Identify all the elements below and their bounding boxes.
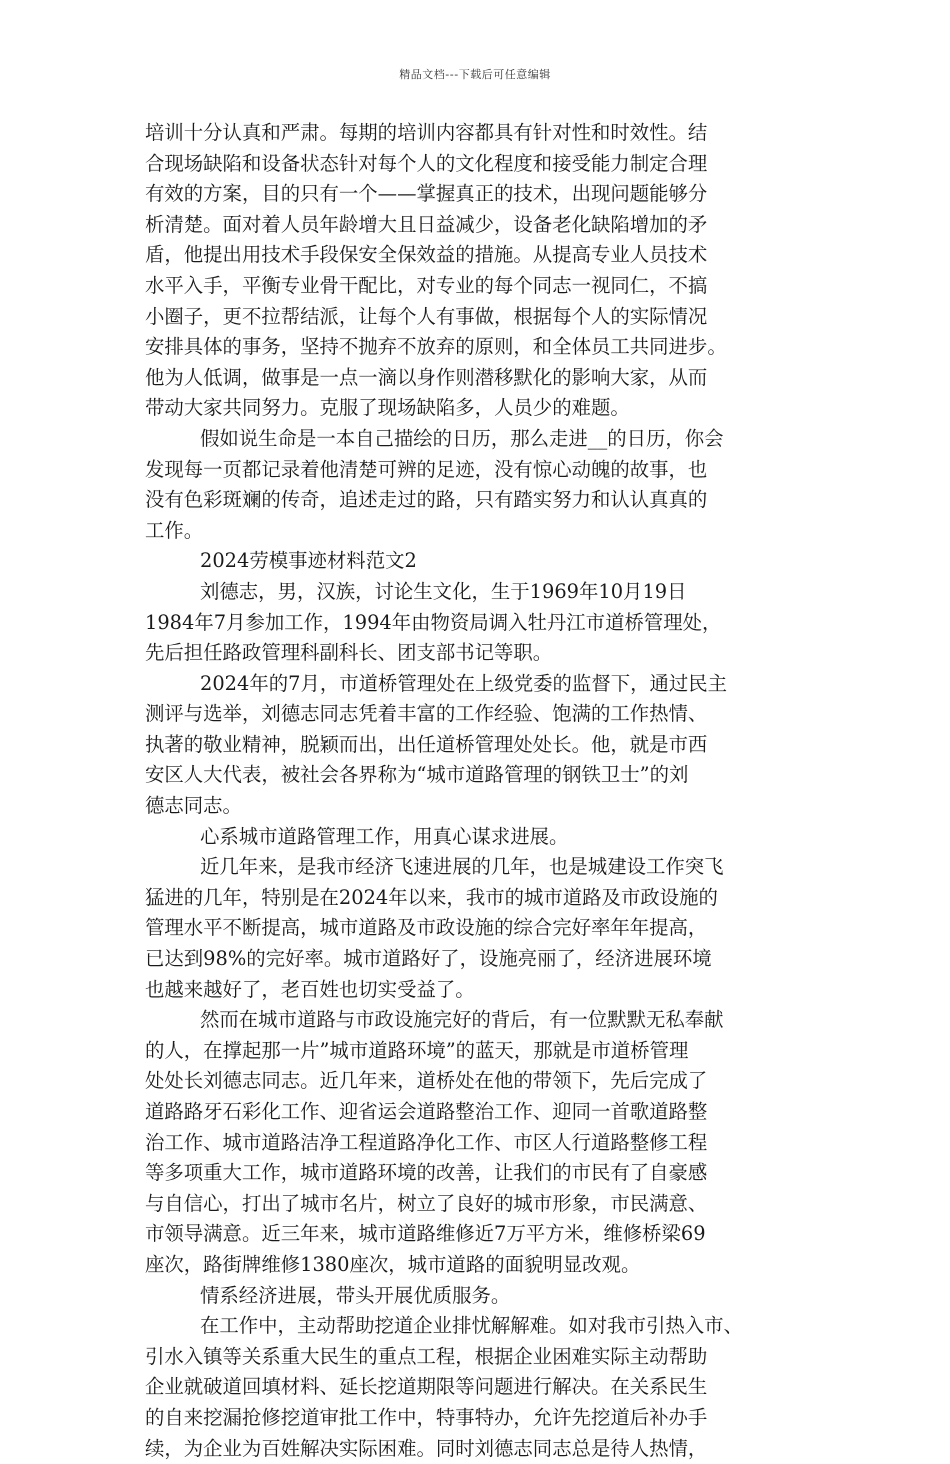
text-line: 2024年的7月，市道桥管理处在上级党委的监督下，通过民主 <box>200 671 728 695</box>
text-line: 水平入手，平衡专业骨干配比，对专业的每个同志一视同仁，不搞 <box>145 273 708 297</box>
page-header: 精品文档---下载后可任意编辑 <box>399 68 551 81</box>
text-line: 治工作、城市道路洁净工程道路净化工作、市区人行道路整修工程 <box>145 1130 708 1154</box>
text-line: 然而在城市道路与市政设施完好的背后，有一位默默无私奉献 <box>200 1008 724 1032</box>
text-line: 培训十分认真和严肃。每期的培训内容都具有针对性和时效性。结 <box>145 121 708 144</box>
text-line: 心系城市道路管理工作，用真心谋求进展。 <box>200 824 569 848</box>
text-line: 析清楚。面对着人员年龄增大且日益减少，设备老化缺陷增加的矛 <box>145 212 708 236</box>
text-line: 盾，他提出用技术手段保安全保效益的措施。从提高专业人员技术 <box>145 243 708 267</box>
text-line: 近几年来，是我市经济飞速进展的几年，也是城建设工作突飞 <box>200 855 724 879</box>
text-line: 安区人大代表，被社会各界称为“城市道路管理的钢铁卫士”的刘 <box>145 763 689 787</box>
text-line: 安排具体的事务，坚持不抛弃不放弃的原则，和全体员工共同进步。 <box>145 335 727 359</box>
text-line: 发现每一页都记录着他清楚可辨的足迹，没有惊心动魄的故事，也 <box>145 457 708 481</box>
text-line: 引水入镇等关系重大民生的重点工程，根据企业困难实际主动帮助 <box>145 1344 708 1368</box>
text-line: 带动大家共同努力。克服了现场缺陷多，人员少的难题。 <box>145 396 630 420</box>
text-line: 处处长刘德志同志。近几年来，道桥处在他的带领下，先后完成了 <box>145 1069 708 1093</box>
text-line: 与自信心，打出了城市名片，树立了良好的城市形象，市民满意、 <box>145 1191 708 1215</box>
text-line: 已达到98%的完好率。城市道路好了，设施亮丽了，经济进展环境 <box>145 947 712 971</box>
text-line: 在工作中，主动帮助挖道企业排忧解解难。如对我市引热入市、 <box>200 1314 743 1338</box>
text-line: 的自来挖漏抢修挖道审批工作中，特事特办，允许先挖道后补办手 <box>145 1405 708 1429</box>
text-line: 刘德志，男，汉族，讨论生文化，生于1969年10月19日 <box>200 579 687 603</box>
text-line: 他为人低调，做事是一点一滴以身作则潜移默化的影响大家，从而 <box>145 365 708 389</box>
text-line: 德志同志。 <box>145 794 242 818</box>
document-body <box>145 118 815 1464</box>
text-line: 小圈子，更不拉帮结派，让每个人有事做，根据每个人的实际情况 <box>145 304 708 328</box>
text-line: 续，为企业为百姓解决实际困难。同时刘德志同志总是待人热情， <box>145 1436 708 1460</box>
text-line: 测评与选举，刘德志同志凭着丰富的工作经验、饱满的工作热情、 <box>145 702 708 726</box>
text-line: 工作。 <box>145 518 204 542</box>
text-line: 有效的方案，目的只有一个——掌握真正的技术，出现问题能够分 <box>145 182 708 206</box>
text-line: 2024劳模事迹材料范文2 <box>200 549 417 573</box>
text-line: 1984年7月参加工作，1994年由物资局调入牡丹江市道桥管理处， <box>145 610 722 634</box>
text-line: 情系经济进展，带头开展优质服务。 <box>200 1283 511 1307</box>
text-line: 的人，在撑起那一片”城市道路环境”的蓝天，那就是市道桥管理 <box>145 1038 689 1062</box>
text-line: 等多项重大工作，城市道路环境的改善，让我们的市民有了自豪感 <box>145 1161 708 1185</box>
text-line: 假如说生命是一本自己描绘的日历，那么走进__的日历，你会 <box>200 426 724 450</box>
text-line: 猛进的几年，特别是在2024年以来，我市的城市道路及市政设施的 <box>145 885 718 909</box>
text-line: 合现场缺陷和设备状态针对每个人的文化程度和接受能力制定合理 <box>145 151 708 175</box>
text-line: 道路路牙石彩化工作、迎省运会道路整治工作、迎同一首歌道路整 <box>145 1100 708 1123</box>
text-line: 执著的敬业精神，脱颖而出，出任道桥管理处处长。他，就是市西 <box>145 732 708 756</box>
text-line: 座次，路街牌维修1380座次，城市道路的面貌明显改观。 <box>145 1252 641 1276</box>
text-line: 市领导满意。近三年来，城市道路维修近7万平方米，维修桥梁69 <box>145 1222 706 1246</box>
text-line: 没有色彩斑斓的传奇，追述走过的路，只有踏实努力和认认真真的 <box>145 488 708 512</box>
text-line: 先后担任路政管理科副科长、团支部书记等职。 <box>145 641 553 665</box>
text-line: 管理水平不断提高，城市道路及市政设施的综合完好率年年提高， <box>145 916 708 940</box>
text-line: 企业就破道回填材料、延长挖道期限等问题进行解决。在关系民生 <box>145 1375 708 1399</box>
text-line: 也越来越好了，老百姓也切实受益了。 <box>145 977 475 1001</box>
